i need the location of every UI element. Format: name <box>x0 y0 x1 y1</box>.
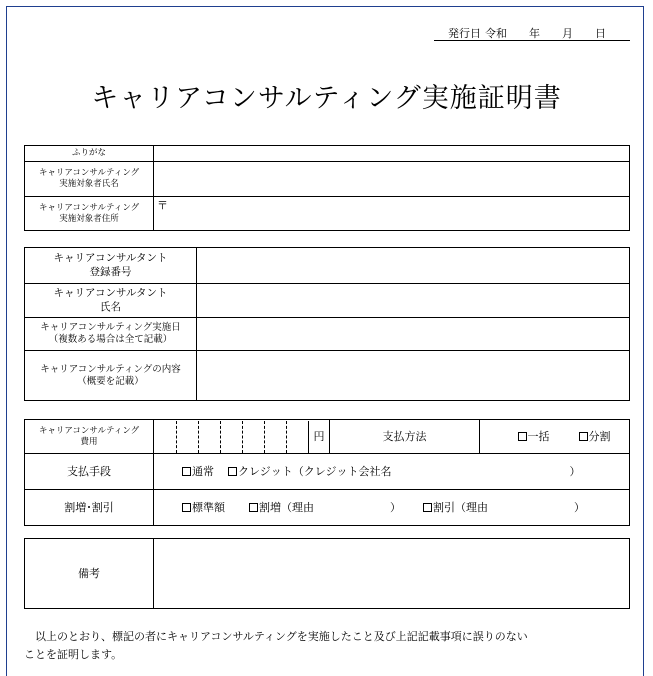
standard-checkbox[interactable]: 標準額 <box>182 501 225 515</box>
consultant-name-label: キャリアコンサルタント 氏名 <box>25 284 197 318</box>
page-title: キャリアコンサルティング実施証明書 <box>91 83 562 114</box>
payment-method-options <box>480 420 630 454</box>
implementation-date-label: キャリアコンサルティング実施日 （複数ある場合は全て記載） <box>25 318 197 351</box>
discount-checkbox[interactable]: 割引（理由 <box>423 501 488 515</box>
furigana-field[interactable] <box>154 146 630 162</box>
furigana-label: ふりがな <box>25 146 154 162</box>
credit-checkbox[interactable]: クレジット（クレジット会社名 <box>228 465 391 479</box>
statement-line-1: 以上のとおり、標記の者にキャリアコンサルティングを実施したこと及び上記記載事項に誤りのない <box>35 630 528 643</box>
surcharge-discount-label: 割増･割引 <box>25 490 154 526</box>
checkbox-icon <box>518 432 527 441</box>
era-label: 令和 <box>485 26 507 40</box>
implementation-date-field[interactable] <box>197 318 630 351</box>
yen-label: 円 <box>308 421 329 453</box>
issue-date-label: 発行日 <box>448 26 481 40</box>
payment-method-label: 支払方法 <box>330 420 480 454</box>
payment-table <box>24 419 630 526</box>
checkbox-icon <box>579 432 588 441</box>
checkbox-icon <box>228 467 237 476</box>
issue-date-line <box>434 25 630 41</box>
recipient-table <box>24 145 630 231</box>
registration-number-label: キャリアコンサルタント 登録番号 <box>25 248 197 284</box>
normal-checkbox[interactable]: 通常 <box>182 465 214 479</box>
recipient-address-label: キャリアコンサルティング 実施対象者住所 <box>25 197 154 231</box>
surcharge-discount-options <box>154 490 630 526</box>
checkbox-icon <box>249 503 258 512</box>
surcharge-checkbox[interactable]: 割増（理由 <box>249 501 314 515</box>
consultation-content-label: キャリアコンサルティングの内容 （概要を記載） <box>25 351 197 401</box>
surcharge-close-paren: ） <box>390 500 401 514</box>
remarks-table <box>24 538 630 609</box>
registration-number-field[interactable] <box>197 248 630 284</box>
day-label: 日 <box>595 26 606 40</box>
consultation-content-field[interactable] <box>197 351 630 401</box>
checkbox-icon <box>182 503 191 512</box>
lump-sum-checkbox[interactable]: 一括 <box>518 430 550 443</box>
discount-close-paren: ） <box>574 500 585 514</box>
fee-field[interactable] <box>154 420 330 454</box>
payment-means-options <box>154 454 630 490</box>
recipient-address-field[interactable] <box>154 197 630 231</box>
recipient-name-field[interactable] <box>154 162 630 197</box>
credit-close-paren: ） <box>569 464 581 478</box>
month-label: 月 <box>562 26 573 40</box>
certification-statement <box>24 628 624 664</box>
installment-checkbox[interactable]: 分割 <box>579 430 611 443</box>
consultant-name-field[interactable] <box>197 284 630 318</box>
checkbox-icon <box>423 503 432 512</box>
recipient-name-label: キャリアコンサルティング 実施対象者氏名 <box>25 162 154 197</box>
postal-mark: 〒 <box>157 199 168 212</box>
statement-line-2: ことを証明します。 <box>24 648 123 661</box>
year-label: 年 <box>529 26 540 40</box>
remarks-field[interactable] <box>154 539 630 609</box>
consultant-table <box>24 247 630 401</box>
checkbox-icon <box>182 467 191 476</box>
fee-label: キャリアコンサルティング 費用 <box>25 420 154 454</box>
payment-means-label: 支払手段 <box>25 454 154 490</box>
remarks-label: 備考 <box>25 539 154 609</box>
